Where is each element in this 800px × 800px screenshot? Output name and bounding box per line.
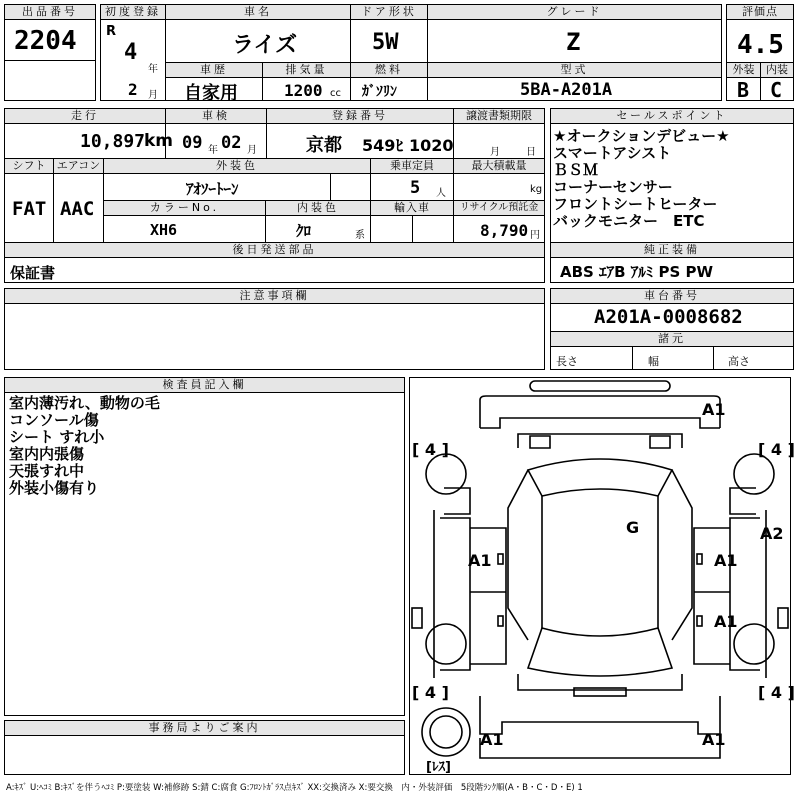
shift-label: シフト (5, 159, 53, 174)
history-value: 自家用 (184, 83, 238, 104)
max-load-label: 最大積載量 (454, 159, 544, 174)
mark-spare-tire: [ﾚｽ] (426, 760, 451, 775)
car-damage-diagram (409, 377, 795, 775)
first-reg-era: R (106, 24, 117, 39)
lot-no-label: 出品番号 (5, 5, 95, 20)
height-label: 高さ (728, 355, 750, 368)
fuel-value: ｶﾞｿﾘﾝ (362, 84, 397, 100)
reg-number: 549ﾋ 1020 (362, 136, 454, 155)
grade-value: Z (566, 28, 581, 56)
note-line: コンソール傷 (9, 411, 99, 429)
int-color-value: ｸﾛ (296, 222, 312, 240)
car-outline (410, 378, 790, 774)
office-label: 事務局よりご案内 (5, 721, 404, 736)
caution-label: 注意事項欄 (5, 289, 544, 304)
insp-year-unit: 年 (208, 145, 218, 156)
mark-front-left-wheel: [ 4 ] (412, 440, 449, 459)
color-no-value: XH6 (150, 221, 178, 239)
transfer-month-unit: 月 (490, 147, 500, 158)
displacement-label: 排気量 (263, 63, 350, 78)
genuine-value: ABS ｴｱB ｱﾙﾐ PS PW (560, 263, 714, 281)
sales-point-item: フロントシートヒーター (553, 195, 718, 213)
history-label: 車歴 (166, 63, 262, 78)
model-type-value: 5BA-A201A (520, 80, 613, 100)
reg-no-label: 登録番号 (267, 109, 453, 124)
later-parts-label: 後日発送部品 (5, 243, 544, 258)
legend: A:ｷｽﾞ U:ﾍｺﾐ B:ｷｽﾞを伴うﾍｺﾐ P:要塗装 W:補修跡 S:錆 C:腐食 G:ﾌﾛﾝﾄｶﾞﾗｽ点ｷｽﾞ XX:交換済み X:要交換 内・外装評価 5段階ﾗﾝｸ順(A・B・C・D・E) 1 (6, 783, 583, 793)
inspection-label: 車検 (166, 109, 266, 124)
color-suffix: 系 (355, 230, 365, 241)
car-name-label: 車名 (166, 5, 350, 20)
sales-point-item: ★オークションデビュー★ (553, 127, 730, 145)
mark-rear-left-wheel: [ 4 ] (412, 683, 449, 702)
insp-month-unit: 月 (247, 145, 257, 156)
mark-right-rear-door: A1 (714, 612, 738, 631)
score-value: 4.5 (737, 30, 784, 60)
import-label: 輸入車 (371, 201, 453, 216)
door-value: 5W (372, 30, 399, 55)
exterior-label: 外装 (727, 63, 760, 78)
fuel-label: 燃料 (351, 63, 427, 78)
color-no-label: カラーNo. (104, 201, 265, 216)
mark-rear-bumper-right: A1 (702, 730, 726, 749)
first-reg-year: 4 (124, 40, 138, 65)
aircon-label: エアコン (54, 159, 103, 174)
yen-unit: 円 (530, 230, 540, 241)
inspector-notes (9, 395, 160, 497)
mark-front-bumper: A1 (702, 400, 726, 419)
dimensions-label: 諸元 (551, 331, 793, 347)
displacement-value: 1200 (284, 81, 323, 100)
car-name-value: ライズ (232, 33, 298, 58)
note-line: シート すれ小 (9, 428, 105, 446)
mark-rear-right-wheel: [ 4 ] (758, 683, 795, 702)
mark-windshield: G (626, 518, 640, 537)
mark-right-front-door: A1 (714, 551, 738, 570)
mark-left-front-door: A1 (468, 551, 492, 570)
interior-score-value: C (770, 78, 783, 102)
width-label: 幅 (648, 355, 659, 368)
door-label: ドア形状 (351, 5, 427, 20)
persons-unit: 人 (436, 188, 446, 199)
score-label: 評価点 (727, 5, 793, 20)
km-unit: km (144, 131, 174, 151)
shift-value: FAT (12, 198, 47, 220)
exterior-score-value: B (737, 78, 750, 102)
interior-label: 内装 (761, 63, 793, 78)
mileage-label: 走行 (5, 109, 165, 124)
sales-point-item: バックモニター ETC (553, 212, 705, 230)
first-reg-month: 2 (128, 80, 138, 99)
genuine-label: 純正装備 (551, 243, 793, 258)
year-unit: 年 (148, 64, 158, 75)
month-unit: 月 (148, 90, 158, 101)
inspector-label: 検査員記入欄 (5, 378, 404, 393)
kg-unit: kg (530, 184, 543, 195)
sales-point-label: セールスポイント (551, 109, 793, 124)
mileage-value: 10,897 (80, 131, 146, 152)
sales-point-item: ＢＳＭ (553, 161, 599, 179)
chassis-label: 車台番号 (551, 289, 793, 304)
inspection-year: 09 (182, 133, 203, 153)
mark-right-fender: A2 (760, 524, 784, 543)
recycle-label: リサイクル預託金 (454, 201, 544, 216)
mark-rear-bumper-left: A1 (480, 730, 504, 749)
note-line: 室内内張傷 (9, 445, 85, 463)
transfer-label: 譲渡書類期限 (454, 109, 544, 124)
note-line: 室内薄汚れ、動物の毛 (9, 394, 160, 412)
grade-label: グレード (428, 5, 721, 20)
length-label: 長さ (556, 355, 578, 368)
note-line: 外装小傷有り (9, 479, 100, 497)
int-color-label: 内装色 (266, 201, 370, 216)
note-line: 天張すれ中 (9, 462, 85, 480)
cc-unit: cc (330, 88, 341, 99)
chassis-no-value: A201A-0008682 (594, 306, 743, 328)
first-reg-label: 初度登録 (101, 5, 165, 20)
ext-color-value: ｱｵｿｰﾄｰﾝ (186, 180, 239, 198)
sales-point-item: スマートアシスト (553, 144, 672, 162)
sales-point-list (553, 128, 730, 230)
sales-point-item: コーナーセンサー (553, 178, 673, 196)
recycle-value: 8,790 (480, 221, 529, 240)
capacity-label: 乗車定員 (371, 159, 453, 174)
transfer-day-unit: 日 (526, 147, 536, 158)
capacity-value: 5 (410, 178, 421, 198)
model-type-label: 型式 (428, 63, 721, 78)
ext-color-label: 外装色 (104, 159, 370, 174)
reg-place: 京都 (306, 135, 342, 156)
lot-no-value: 2204 (14, 26, 77, 56)
aircon-value: AAC (60, 198, 95, 220)
later-parts-value: 保証書 (10, 264, 56, 282)
mark-front-right-wheel: [ 4 ] (758, 440, 795, 459)
inspection-month: 02 (221, 133, 242, 153)
